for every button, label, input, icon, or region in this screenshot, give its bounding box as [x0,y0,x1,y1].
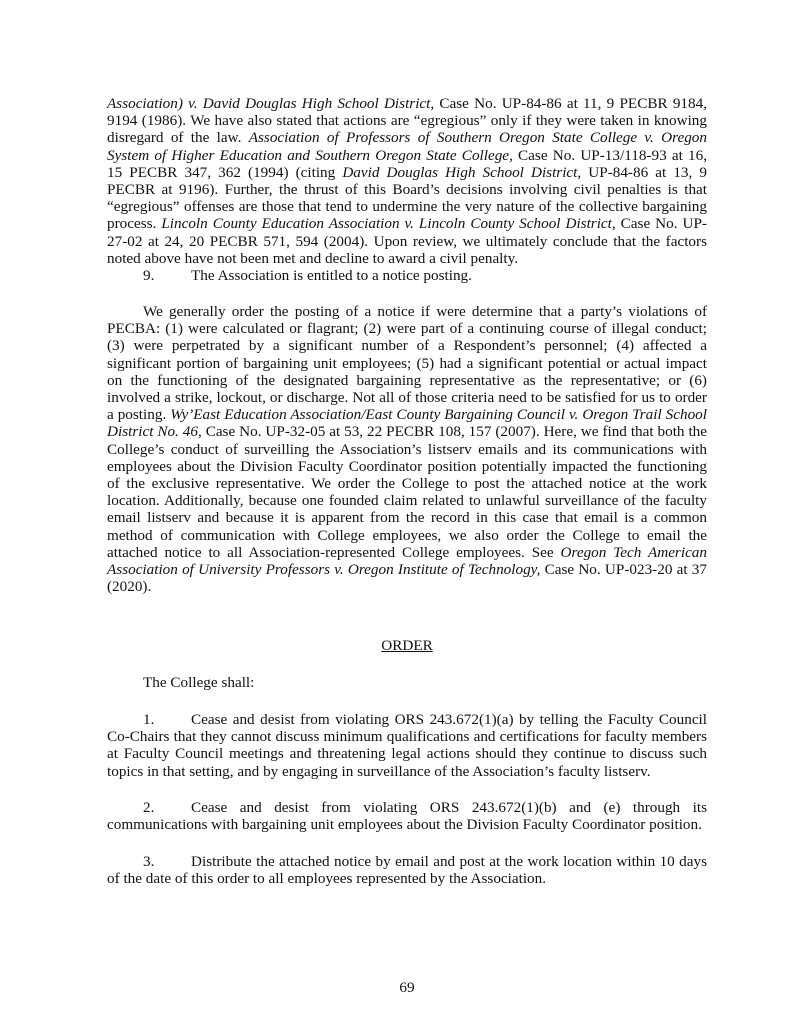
order-heading [107,637,707,654]
case-citation: Oregon Tech American Association of University Professors v. Oregon Institute of Technology, [107,543,707,579]
case-citation: Association) v. David Douglas High School District [107,95,431,112]
paragraph-text: Case No. UP-023-20 at 37 (2020). [107,561,707,596]
case-citation: David Douglas High School District [342,163,578,181]
case-citation: Wy’East Education Association/East County Bargaining Council v. Oregon Trail School District No. 46 [107,406,707,441]
item-text: Cease and desist from violating ORS 243.672(1)(a) by telling the Faculty Council Co-Chairs that they cannot discuss minimum qualifications and certifications for faculty members at Faculty Council meetings and threatening legal actions should they continue to discuss such topics in that setting, and by engaging in surveillance of the Association’s faculty listserv. [107,711,707,780]
section-number: 9. [143,267,155,284]
order-item-2 [107,799,707,833]
page-number: 69 [399,979,415,996]
order-item-1 [107,711,707,780]
item-number: 2. [143,799,155,816]
paragraph-civil-penalty [107,95,707,267]
order-title: ORDER [381,637,433,654]
order-intro: The College shall: [143,674,255,691]
item-text: Distribute the attached notice by email and post at the work location within 10 days of the date of this order to all employees represented by the Association. [107,853,707,888]
item-text: Cease and desist from violating ORS 243.672(1)(b) and (e) through its communications with bargaining unit employees about the Division Faculty Coordinator position. [107,799,707,834]
paragraph-text: , Case No. UP-32-05 at 53, 22 PECBR 108, 157 (2007). Here, we find that both the College’s conduct of surveilling the Association’s listserv emails and its communications with employees about the Division Faculty Coordinator position potentially impacted the functioning of the exclusive representative. We order the College to post the attached notice at the work location. Additionally, because one founded claim related to unlawful surveillance of the faculty email listserv and because it is apparent from the record in this case that email is a common method of communication with College employees, we also order the College to email the attached notice to all Association-represented College employees. See [107,423,707,561]
section-heading-9 [107,267,707,284]
paragraph-text: , Case No. UP-27-02 at 24, 20 PECBR 571, 594 (2004). Upon review, we ultimately conclude that the factors noted above have not been met and decline to award a civil penalty. [107,215,707,267]
order-item-3 [107,853,707,887]
item-number: 3. [143,853,155,870]
paragraph-text: , Case No. UP-13/118-93 at 16, 15 PECBR 347, 362 (1994) (citing [107,146,707,181]
paragraph-text: We generally order the posting of a notice if were determine that a party’s violations of PECBA: (1) were calculated or flagrant; (2) were part of a continuing course of illegal conduct; (3) were perpetrated by a significant number of a Respondent’s personnel; (4) affected a significant portion of bargaining unit employees; (5) had a significant potential or actual impact on the functioning of the designated bargaining representative as the representative; or (6) involved a strike, lockout, or discharge. Not all of those criteria need to be satisfied for us to order a posting. [107,303,707,424]
paragraph-text: , Case No. UP-84-86 at 11, 9 PECBR 9184, 9194 (1986). We have also stated that actions are “egregious” only if they were taken in knowing disregard of the law. [107,95,707,147]
item-number: 1. [143,711,155,728]
section-title: The Association is entitled to a notice posting. [191,267,472,284]
case-citation: Association of Professors of Southern Oregon State College v. Oregon System of Higher Education and Southern Oregon State College [107,129,707,164]
paragraph-text: , UP-84-86 at 13, 9 PECBR at 9196). Further, the thrust of this Board’s decisions involving civil penalties is that “egregious” offenses are those that tend to undermine the very nature of the collective bargaining process. [107,163,707,233]
case-citation: Lincoln County Education Association v. Lincoln County School District [161,215,612,233]
paragraph-notice-posting [107,303,707,595]
